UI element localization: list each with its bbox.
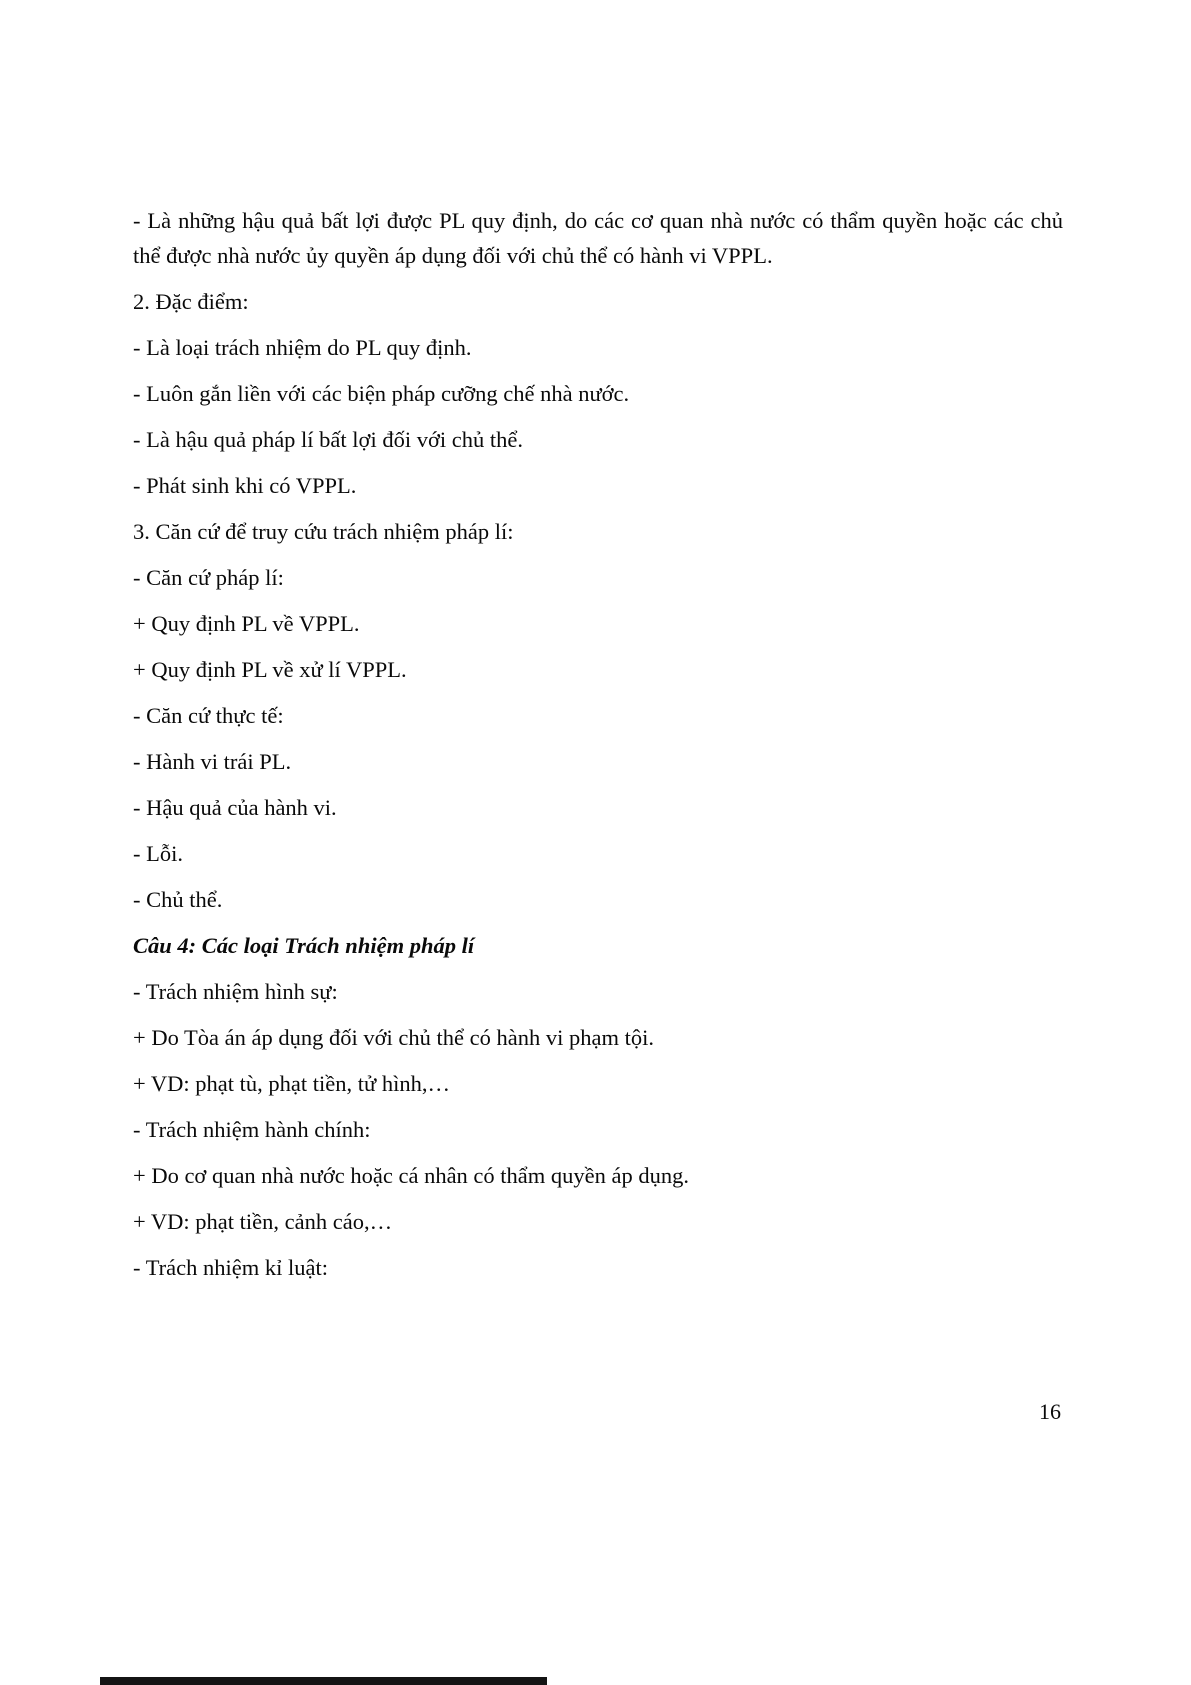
sub-list-item: + VD: phạt tù, phạt tiền, tử hình,… — [133, 1071, 450, 1096]
section-heading: Câu 4: Các loại Trách nhiệm pháp lí — [133, 933, 475, 958]
list-item: - Hành vi trái PL. — [133, 749, 292, 774]
list-item: - Trách nhiệm hình sự: — [133, 979, 338, 1004]
list-item: - Trách nhiệm hành chính: — [133, 1117, 371, 1142]
paragraph-definition: - Là những hậu quả bất lợi được PL quy định, do các cơ quan nhà nước có thẩm quyền hoặc các chủ thể được nhà nước ủy quyền áp dụng đối với chủ thể có hành vi VPPL. — [133, 208, 1063, 268]
page-bottom-cutoff-bar — [100, 1677, 547, 1685]
list-item: - Là loại trách nhiệm do PL quy định. — [133, 335, 472, 360]
list-item: - Là hậu quả pháp lí bất lợi đối với chủ thể. — [133, 427, 523, 452]
sub-list-item: + Quy định PL về VPPL. — [133, 611, 360, 636]
section-label: 2. Đặc điểm: — [133, 289, 249, 314]
list-item: - Căn cứ pháp lí: — [133, 565, 284, 590]
list-item: - Trách nhiệm kỉ luật: — [133, 1255, 328, 1280]
list-item: - Hậu quả của hành vi. — [133, 795, 337, 820]
list-item: - Phát sinh khi có VPPL. — [133, 473, 357, 498]
list-item: - Lỗi. — [133, 841, 183, 866]
page-number: 16 — [1039, 1399, 1061, 1424]
list-item: - Căn cứ thực tế: — [133, 703, 284, 728]
sub-list-item: + Do Tòa án áp dụng đối với chủ thể có hành vi phạm tội. — [133, 1025, 654, 1050]
section-label: 3. Căn cứ để truy cứu trách nhiệm pháp lí: — [133, 519, 514, 544]
list-item: - Chủ thể. — [133, 887, 223, 912]
sub-list-item: + VD: phạt tiền, cảnh cáo,… — [133, 1209, 393, 1234]
sub-list-item: + Quy định PL về xử lí VPPL. — [133, 657, 407, 682]
list-item: - Luôn gắn liền với các biện pháp cưỡng chế nhà nước. — [133, 381, 630, 406]
document-body-text — [133, 203, 1063, 1296]
sub-list-item: + Do cơ quan nhà nước hoặc cá nhân có thẩm quyền áp dụng. — [133, 1163, 690, 1188]
